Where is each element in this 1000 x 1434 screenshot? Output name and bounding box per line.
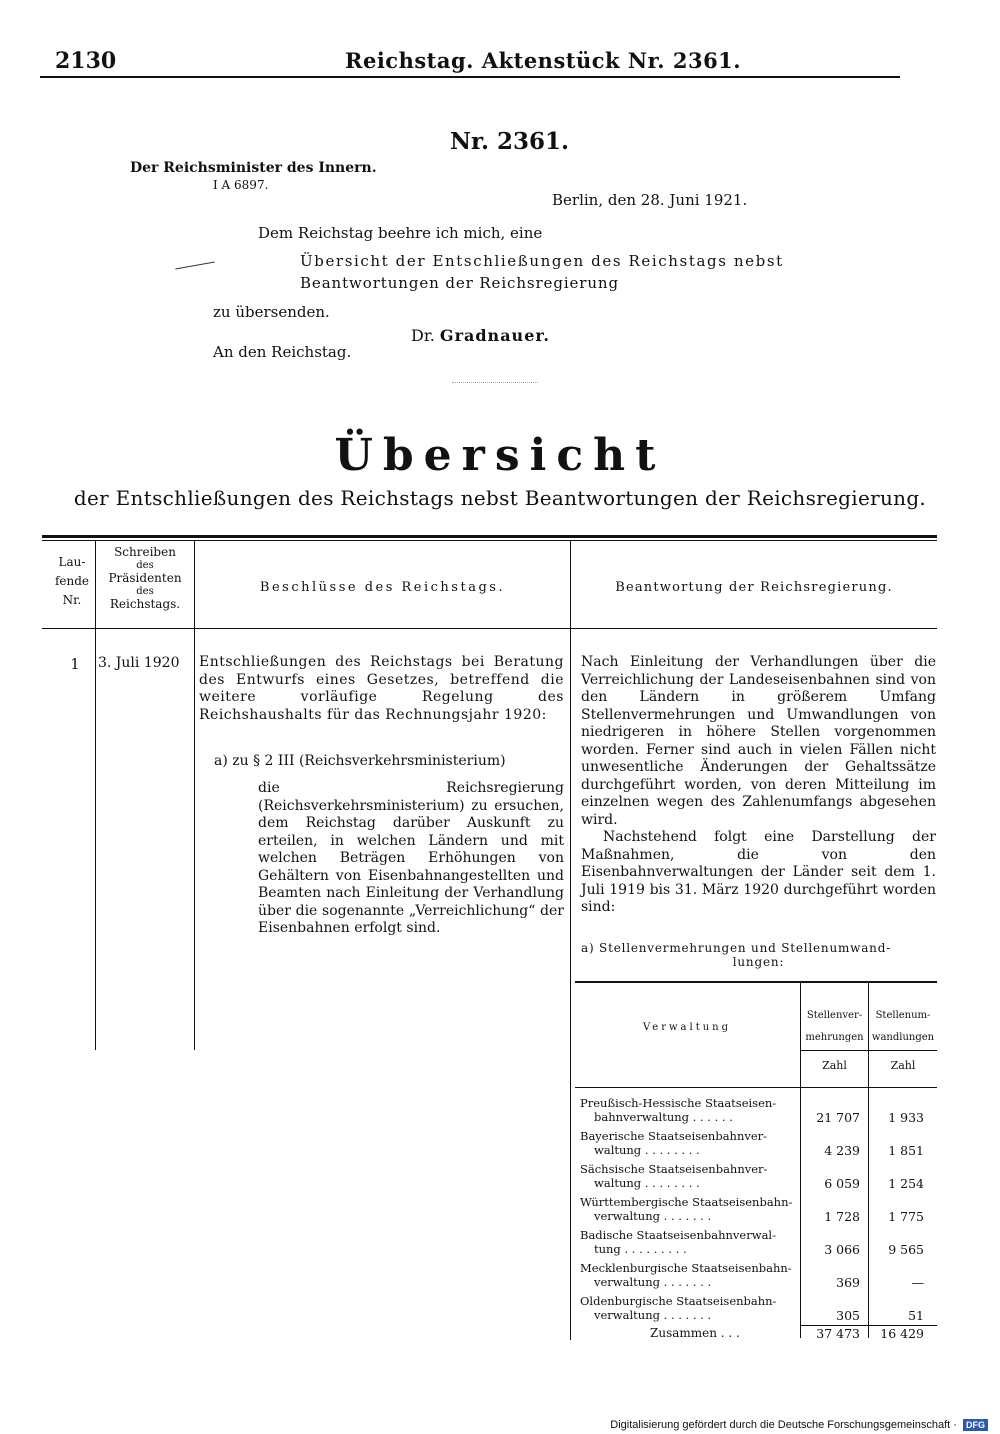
row-value-b: 1 254	[888, 1176, 924, 1191]
header-text: Schreiben	[114, 545, 176, 559]
footer-credit-text: Digitalisierung gefördert durch die Deutsche Forschungsgemeinschaft	[610, 1419, 951, 1431]
subtable-body	[580, 1096, 937, 1327]
resolution-intro-text: Entschließungen des Reichstags bei Beratung des Entwurfs eines Gesetzes, betreffend die weitere vorläufige Regelung des Reichshaushalts für das Rechnungsjahr 1920:	[199, 654, 564, 723]
row-date: 3. Juli 1920	[98, 655, 180, 671]
subtable-title	[581, 941, 936, 969]
answer-paragraph-2: Nachstehend folgt eine Darstellung der Maßnahmen, die von den Eisenbahnverwaltungen der Länder seit dem 1. Juli 1919 bis 31. März 1920 durchgeführt worden sind:	[581, 829, 936, 915]
row-value-a: 3 066	[824, 1242, 860, 1257]
document-number: Nr. 2361.	[450, 128, 570, 155]
row-name-line-2: verwaltung . . . . . . .	[594, 1209, 712, 1223]
row-name-line-2: verwaltung . . . . . . .	[594, 1308, 712, 1322]
signature-name: Gradnauer.	[439, 326, 550, 345]
resolution-text	[258, 780, 564, 938]
row-value-a: 369	[836, 1275, 860, 1290]
subtable-col-text: Stellenum-	[875, 1010, 931, 1021]
table-row	[580, 1261, 937, 1294]
row-value-a: 305	[836, 1308, 860, 1323]
header-laufende-nr	[50, 556, 94, 607]
subtable-col-text: Stellenver-	[806, 1010, 863, 1021]
table-row	[580, 1162, 937, 1195]
row-name-line-2: waltung . . . . . . . .	[594, 1176, 700, 1190]
table-row	[580, 1129, 937, 1162]
row-value-b: —	[911, 1275, 924, 1290]
header-rule	[40, 76, 900, 78]
table-row	[580, 1096, 937, 1129]
overview-title: Übersicht	[334, 430, 666, 481]
subtable-unit-b: Zahl	[890, 1059, 916, 1072]
header-schreiben	[96, 546, 194, 611]
header-beantwortung: Beantwortung der Reichsregierung.	[615, 580, 893, 595]
table-top-rule-thin	[42, 540, 937, 541]
total-value-a: 37 473	[816, 1326, 860, 1341]
subtable-title-line-2: lungen:	[732, 955, 785, 969]
row-value-a: 6 059	[824, 1176, 860, 1191]
header-text: Nr.	[62, 593, 82, 607]
signature-title: Dr.	[411, 326, 435, 345]
header-beschluesse: Beschlüsse des Reichstags.	[259, 580, 506, 595]
table-row	[580, 1228, 937, 1261]
margin-mark	[175, 262, 215, 270]
column-divider-1	[95, 540, 96, 1050]
table-row	[580, 1294, 937, 1327]
reference-number: I A 6897.	[213, 178, 269, 192]
resolution-item: a) zu § 2 III (Reichsverkehrsministerium)	[214, 753, 506, 769]
letter-subject-line-1: Übersicht der Entschließungen des Reichstags nebst	[300, 252, 784, 270]
faint-separator	[452, 382, 538, 384]
row-name-line-2: bahnverwaltung . . . . . .	[594, 1110, 733, 1124]
row-value-a: 1 728	[824, 1209, 860, 1224]
header-text: Reichstags.	[109, 597, 181, 611]
header-text: Präsidenten	[108, 571, 182, 585]
total-label: Zusammen . . .	[650, 1326, 740, 1340]
row-name-line-2: verwaltung . . . . . . .	[594, 1275, 712, 1289]
row-value-b: 1 775	[888, 1209, 924, 1224]
subtable-col-vermehrungen	[801, 1005, 868, 1049]
overview-subtitle: der Entschließungen des Reichstags nebst Beantwortungen der Reichsregierung.	[73, 486, 927, 510]
total-value-b: 16 429	[880, 1326, 924, 1341]
table-header-rule	[42, 628, 937, 629]
row-name-line-1: Sächsische Staatseisenbahnver-	[580, 1162, 768, 1176]
running-title: Reichstag. Aktenstück Nr. 2361.	[345, 48, 742, 73]
subtable-unit-a: Zahl	[822, 1059, 847, 1072]
resolution-intro	[199, 654, 564, 724]
row-name-line-1: Mecklenburgische Staatseisenbahn-	[580, 1261, 792, 1275]
column-divider-2	[194, 540, 195, 1050]
subtable-col-verwaltung: Verwaltung	[642, 1022, 732, 1033]
answer-paragraph-1: Nach Einleitung der Verhandlungen über die Verreichlichung der Landeseisenbahnen sind von den Ländern in größerem Umfang Stellenvermehrungen und Umwandlungen von niedrigeren in höhere Stellen vorgenommen worden. Ferner sind auch in vielen Fällen nicht unwesentliche Änderungen der Gehaltssätze durchgeführt worden, von deren Mitteilung im einzelnen wegen des Zahlenumfangs abgesehen wird.	[581, 654, 936, 828]
row-value-b: 9 565	[888, 1242, 924, 1257]
subtable-col-umwandlungen	[869, 1005, 937, 1049]
page-number: 2130	[55, 48, 117, 74]
resolution-text-body: die Reichsregierung (Reichsverkehrsministerium) zu ersuchen, dem Reichstag darüber Auskunft zu erteilen, in welchen Ländern und mit welchen Beträgen Erhöhungen von Gehältern von Eisenbahnangestellten und Beamten nach Einleitung der Verhandlung über die sogenannte „Verreichlichung“ der Eisenbahnen erfolgt sind.	[258, 780, 564, 936]
row-name-line-1: Württembergische Staatseisenbahn-	[580, 1195, 793, 1209]
table-row	[580, 1195, 937, 1228]
column-divider-3	[570, 540, 571, 1340]
subtable-col-text: mehrungen	[805, 1032, 864, 1043]
letter-closing: zu übersenden.	[213, 303, 330, 321]
date-line: Berlin, den 28. Juni 1921.	[552, 191, 748, 209]
row-number: 1	[70, 655, 80, 673]
subtable-col-text: wandlungen	[871, 1032, 935, 1043]
header-text: des	[136, 560, 154, 571]
row-name-line-2: tung . . . . . . . . .	[594, 1242, 687, 1256]
header-text: des	[136, 586, 154, 597]
row-name-line-1: Bayerische Staatseisenbahnver-	[580, 1129, 768, 1143]
row-value-a: 21 707	[816, 1110, 860, 1125]
letter-intro: Dem Reichstag beehre ich mich, eine	[258, 224, 543, 242]
row-name-line-1: Preußisch-Hessische Staatseisen-	[580, 1096, 777, 1110]
footer-credit: Digitalisierung gefördert durch die Deutsche Forschungsgemeinschaft · DFG	[610, 1419, 988, 1431]
row-value-b: 51	[908, 1308, 924, 1323]
subtable-header-rule	[575, 1087, 937, 1088]
subtable-top-rule	[575, 981, 937, 983]
subtable-unit-rule	[800, 1050, 937, 1051]
row-value-b: 1 851	[888, 1143, 924, 1158]
header-text: fende	[54, 574, 90, 588]
letter-subject-line-2: Beantwortungen der Reichsregierung	[300, 274, 619, 292]
answer	[581, 654, 936, 917]
header-text: Lau-	[58, 555, 86, 569]
row-value-b: 1 933	[888, 1110, 924, 1125]
subtable-title-line-1: a) Stellenvermehrungen und Stellenumwand-	[581, 941, 892, 955]
signature	[411, 326, 550, 345]
table-top-rule	[42, 535, 937, 538]
row-name-line-2: waltung . . . . . . . .	[594, 1143, 700, 1157]
sender: Der Reichsminister des Innern.	[130, 160, 377, 176]
dfg-logo: DFG	[963, 1419, 988, 1431]
recipient: An den Reichstag.	[213, 343, 352, 361]
row-value-a: 4 239	[824, 1143, 860, 1158]
row-name-line-1: Badische Staatseisenbahnverwal-	[580, 1228, 776, 1242]
row-name-line-1: Oldenburgische Staatseisenbahn-	[580, 1294, 777, 1308]
